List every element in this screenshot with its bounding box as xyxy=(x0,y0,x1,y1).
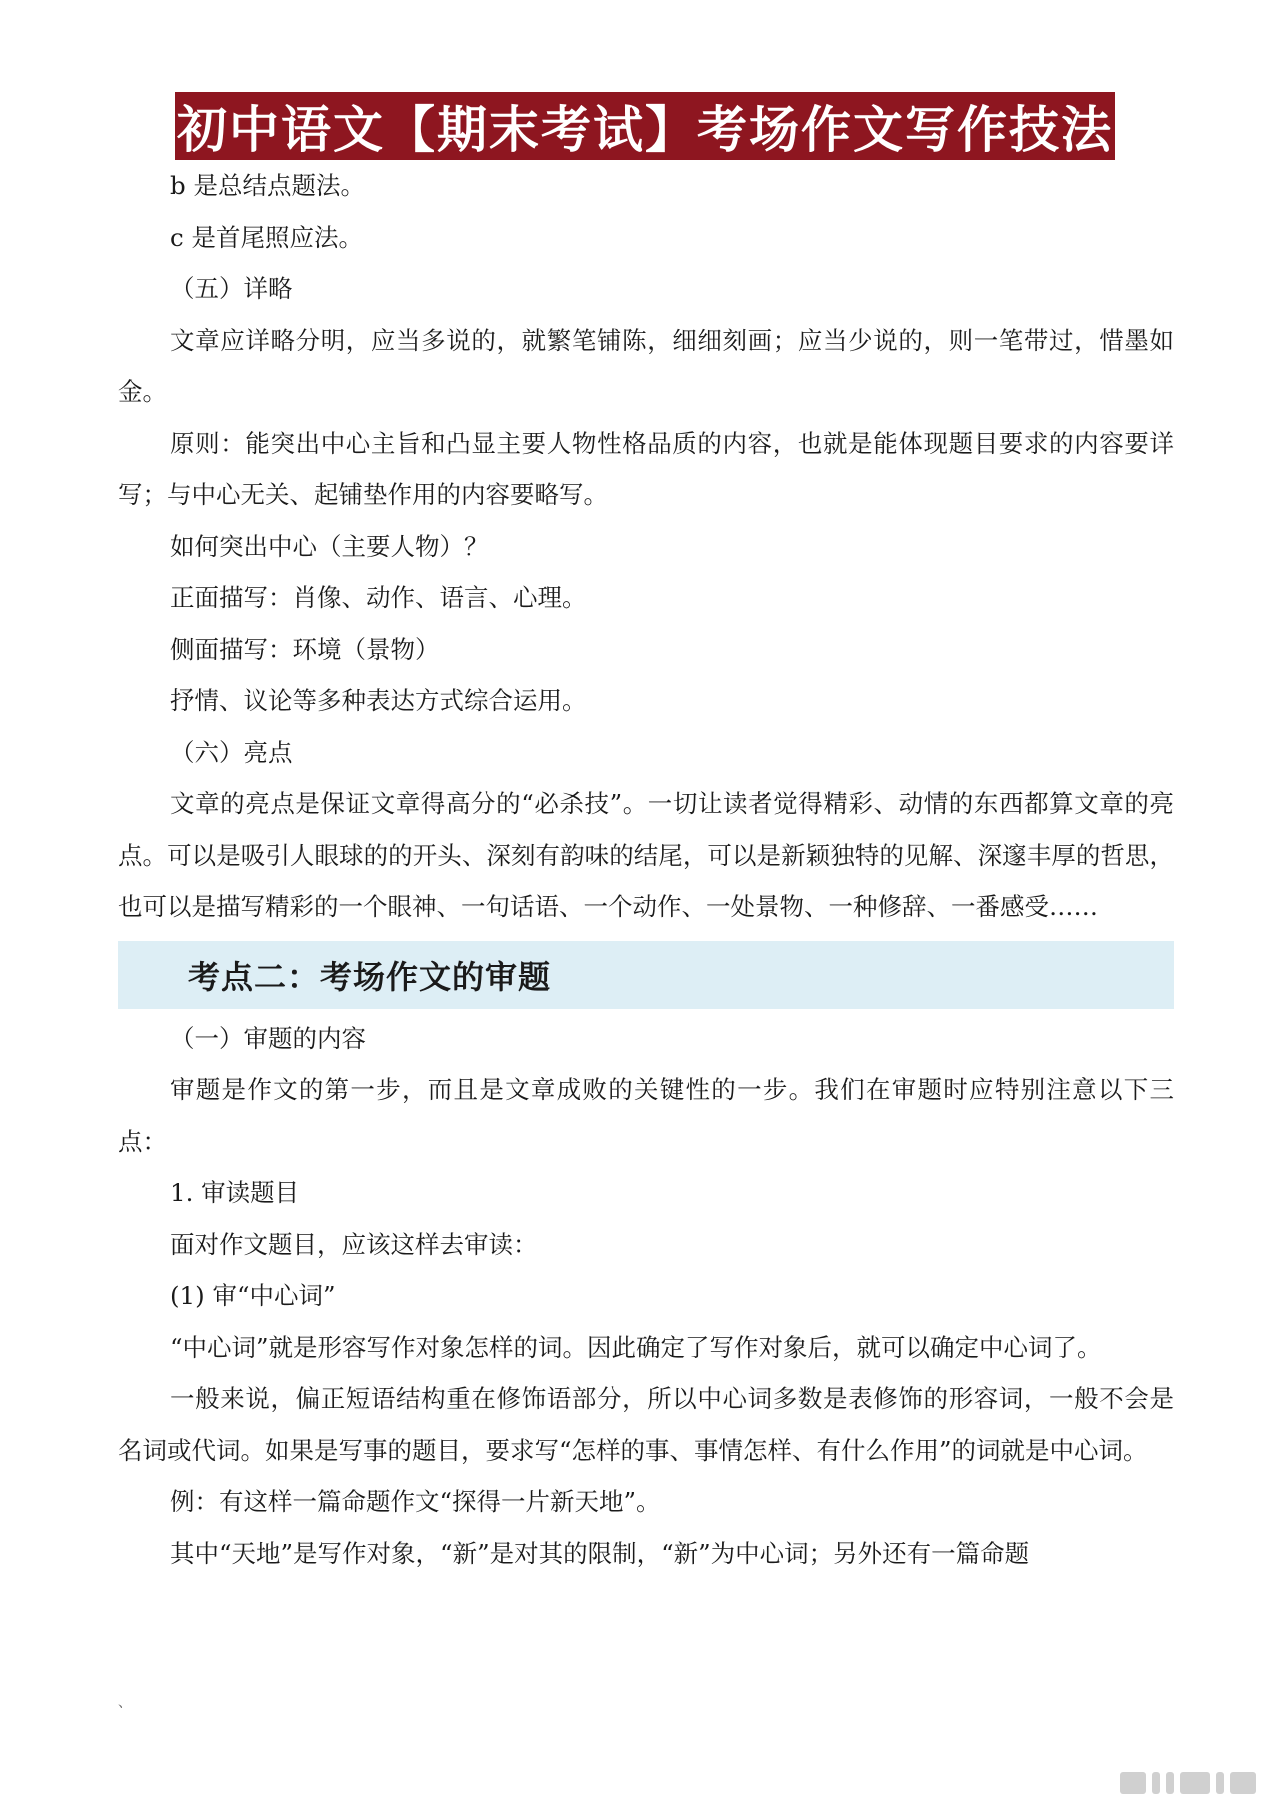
watermark-bar xyxy=(1230,1772,1256,1794)
paragraph: （五）详略 xyxy=(170,274,293,303)
paragraph: 1. 审读题目 xyxy=(170,1178,300,1207)
paragraph: 文章的亮点是保证文章得高分的“必杀技”。一切让读者觉得精彩、动情的东西都算文章的亮点。可以是吸引人眼球的的开头、深刻有韵味的结尾，可以是新颖独特的见解、深邃丰厚的哲思，也可以是描写精彩的一个眼神、一句话语、一个动作、一处景物、一种修辞、一番感受…… xyxy=(118,789,1174,921)
watermark-bar xyxy=(1166,1772,1174,1794)
paragraph: c 是首尾照应法。 xyxy=(170,222,364,252)
paragraph: （六）亮点 xyxy=(170,737,293,767)
paragraph: 一般来说，偏正短语结构重在修饰语部分，所以中心词多数是表修饰的形容词，一般不会是名词或代词。如果是写事的题目，要求写“怎样的事、事情怎样、有什么作用”的词就是中心词。 xyxy=(118,1384,1174,1465)
paragraph: b 是总结点题法。 xyxy=(170,171,365,200)
section-heading: 考点二：考场作文的审题 xyxy=(188,957,552,996)
watermark-bar xyxy=(1120,1772,1146,1794)
paragraph: 侧面描写：环境（景物） xyxy=(170,634,440,664)
watermark-bar xyxy=(1216,1772,1224,1794)
paragraph: “中心词”就是形容写作对象怎样的词。因此确定了写作对象后，就可以确定中心词了。 xyxy=(170,1332,1102,1362)
paragraph: （一）审题的内容 xyxy=(170,1023,366,1053)
paragraph: 文章应详略分明，应当多说的，就繁笔铺陈，细细刻画；应当少说的，则一笔带过，惜墨如金。 xyxy=(118,325,1174,406)
paragraph: 面对作文题目，应该这样去审读： xyxy=(170,1229,538,1259)
paragraph: 抒情、议论等多种表达方式综合运用。 xyxy=(170,686,587,715)
paragraph: 正面描写：肖像、动作、语言、心理。 xyxy=(170,583,587,612)
watermark-bar xyxy=(1152,1772,1160,1794)
page-title: 初中语文【期末考试】考场作文写作技法 xyxy=(177,100,1113,159)
footer-mark: 、 xyxy=(118,1695,132,1711)
document-content xyxy=(118,160,1174,1579)
paragraph: 审题是作文的第一步，而且是文章成败的关键性的一步。我们在审题时应特别注意以下三点： xyxy=(118,1075,1174,1156)
paragraph-group-1 xyxy=(118,160,1174,933)
section-heading-band xyxy=(118,941,1174,1009)
paragraph: (1) 审“中心词” xyxy=(170,1281,336,1310)
watermark-icon xyxy=(1120,1770,1260,1796)
watermark-bar xyxy=(1180,1772,1210,1794)
paragraph: 例：有这样一篇命题作文“探得一片新天地”。 xyxy=(170,1487,661,1516)
paragraph-group-2 xyxy=(118,1013,1174,1580)
paragraph: 原则：能突出中心主旨和凸显主要人物性格品质的内容，也就是能体现题目要求的内容要详写；与中心无关、起铺垫作用的内容要略写。 xyxy=(118,428,1174,509)
paragraph: 如何突出中心（主要人物）？ xyxy=(170,531,489,561)
paragraph: 其中“天地”是写作对象，“新”是对其的限制，“新”为中心词；另外还有一篇命题 xyxy=(170,1538,1030,1568)
title-banner xyxy=(175,92,1115,160)
